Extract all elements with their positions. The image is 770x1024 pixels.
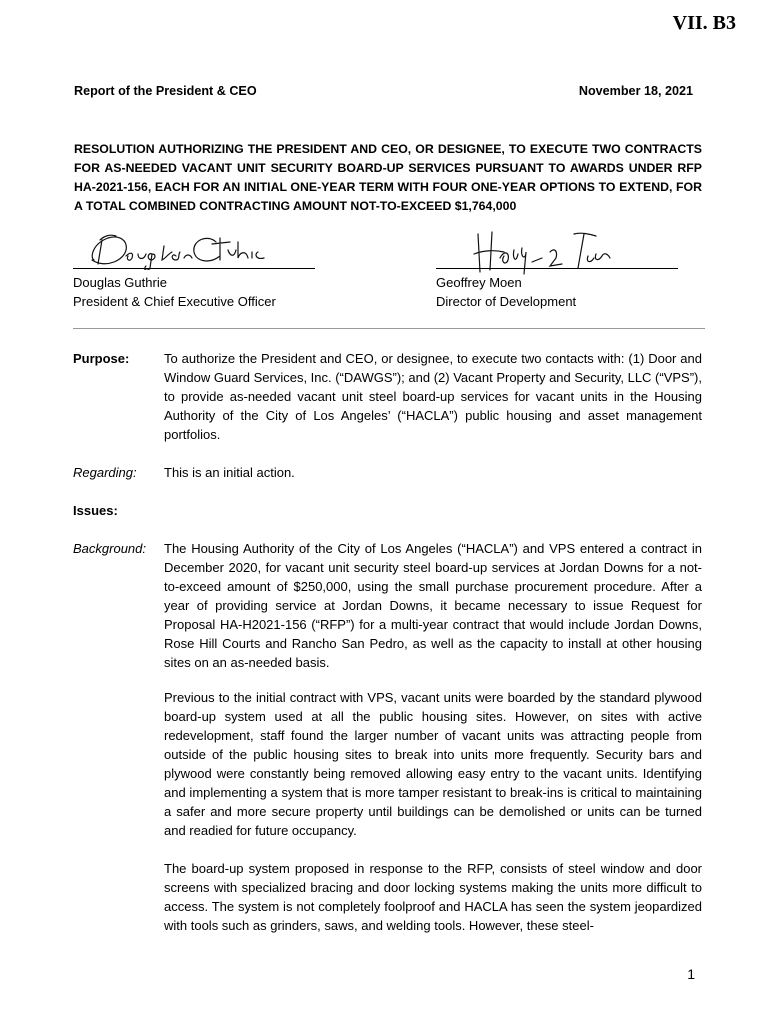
background-paragraph-3: The board-up system proposed in response to the RFP, consists of steel window and door screens with specialized bracing and door locking systems making the units more difficult to access. The system is not completely foolproof and HACLA has seen the system jeopardized with tools such as grinders, saws, and welding tools. However, these steel- — [164, 861, 702, 933]
regarding-label: Regarding: — [73, 465, 137, 480]
signatory-2-name: Geoffrey Moen — [436, 275, 522, 290]
page-number: 1 — [687, 966, 695, 982]
report-date: November 18, 2021 — [578, 84, 693, 98]
issues-label: Issues: — [73, 503, 118, 518]
background-paragraph-2: Previous to the initial contract with VPS, vacant units were boarded by the standard plywood board-up system used at all the public housing sites. However, on sites with active redevelopment, staff found the larger number of vacant units was attracting people from outside of the public housing sites to break into units more frequently. Security bars and plywood were constantly being removed allowing easy entry to the vacant units. Identifying and implementing a system that is more tamper resistant to break-ins is critical to maintaining a safer and more secure property until buildings can be demolished or units can be turned and readied for future occupancy. — [164, 690, 702, 838]
signature-1-icon — [80, 228, 270, 270]
signature-1-line — [73, 268, 315, 269]
section-divider — [73, 328, 705, 329]
purpose-label: Purpose: — [73, 351, 130, 366]
signatory-1-title: President & Chief Executive Officer — [73, 294, 276, 309]
signature-2-line — [436, 268, 678, 269]
signatory-2-title: Director of Development — [436, 294, 577, 309]
signatory-1 — [73, 273, 276, 311]
resolution-title: RESOLUTION AUTHORIZING THE PRESIDENT AND CEO, OR DESIGNEE, TO EXECUTE TWO CONTRACTS FOR AS-NEEDED VACANT UNIT SECURITY BOARD-UP SERVICES PURSUANT TO AWARDS UNDER RFP HA-2021-156, EACH FOR AN INITIAL ONE-YEAR TERM WITH FOUR ONE-YEAR OPTIONS TO EXTEND, FOR A TOTAL COMBINED CONTRACTING AMOUNT NOT-TO-EXCEED $1,764,000 — [74, 142, 702, 213]
regarding-text: This is an initial action. — [164, 465, 295, 480]
signature-2-icon — [470, 228, 620, 278]
signatory-1-name: Douglas Guthrie — [73, 275, 167, 290]
background-paragraph-1: The Housing Authority of the City of Los Angeles (“HACLA”) and VPS entered a contract in December 2020, for vacant unit security steel board-up services at Jordan Downs for a not-to-exceed amount of $250,000, using the small purchase procurement procedure. After a year of providing service at Jordan Downs, it became necessary to issue Request for Proposal HA-H2021-156 (“RFP”) for a multi-year contract that would include Jordan Downs, Rose Hill Courts and Rancho San Pedro, as well as the capacity to install at other housing sites on an as-needed basis. — [164, 541, 702, 670]
signatory-2 — [436, 273, 576, 311]
section-id: VII. B3 — [672, 12, 736, 34]
background-label: Background: — [73, 541, 146, 556]
report-title: Report of the President & CEO — [74, 84, 257, 98]
purpose-text: To authorize the President and CEO, or designee, to execute two contacts with: (1) Door and Window Guard Services, Inc. (“DAWGS”); and (2) Vacant Property and Security, LLC (“VPS”), to provide as-needed vacant unit steel board-up services for vacant units in the Housing Authority of the City of Los Angeles’ (“HACLA”) public housing and asset management portfolios. — [164, 351, 702, 442]
